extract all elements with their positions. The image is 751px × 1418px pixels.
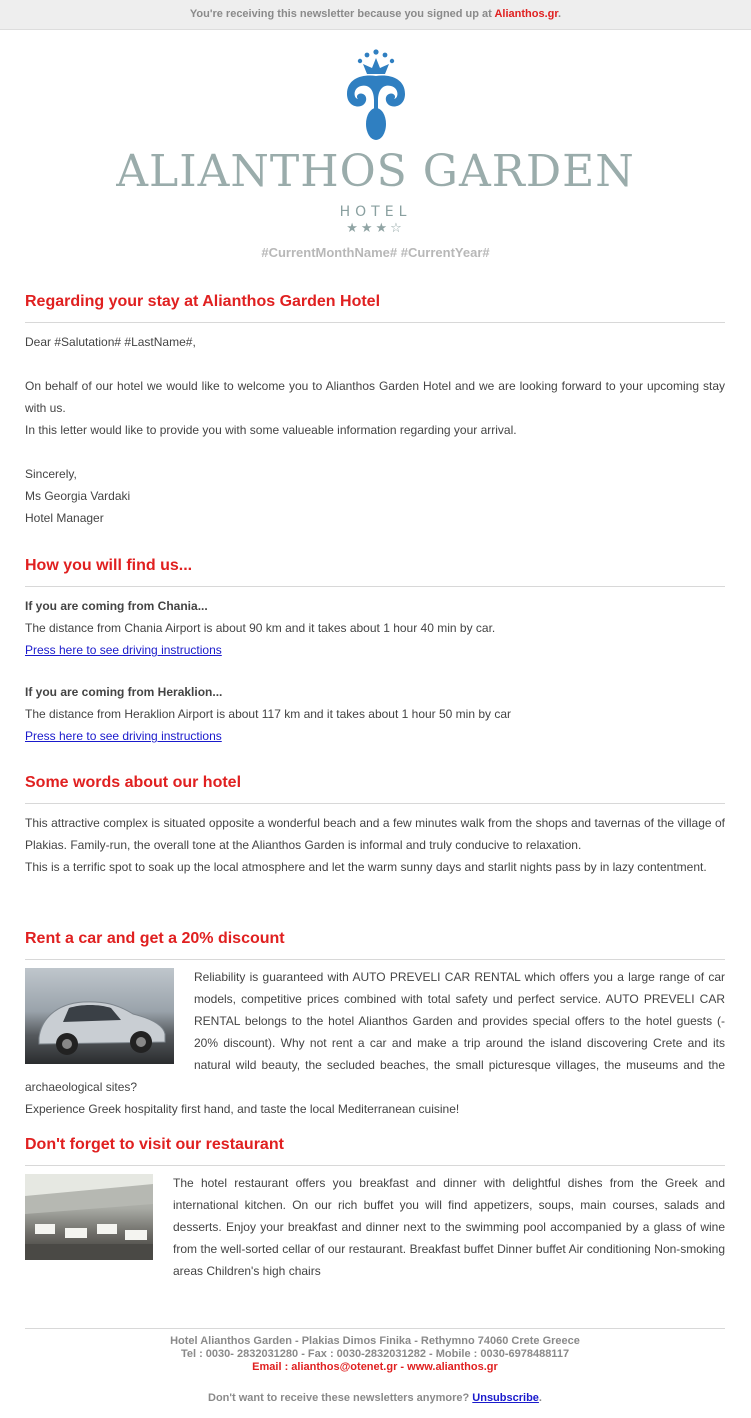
restaurant-photo [25,1174,153,1260]
signature-closing: Sincerely, [25,467,77,481]
unsubscribe-link[interactable]: Unsubscribe [472,1392,539,1404]
floral-emblem-icon [341,46,411,142]
signature-role: Hotel Manager [25,511,104,525]
section-directions-title: How you will find us... [25,557,193,574]
chania-directions-link[interactable]: Press here to see driving instructions [25,643,222,657]
footer-address: Hotel Alianthos Garden - Plakias Dimos Finika - Rethymno 74060 Crete Greece [170,1335,580,1347]
heraklion-directions-link[interactable]: Press here to see driving instructions [25,729,222,743]
heraklion-distance: The distance from Heraklion Airport is about 117 km and it takes about 1 hour 50 min by car [25,707,512,721]
greeting: Dear #Salutation# #LastName#, [25,335,196,349]
section-car-rental [25,929,725,1120]
section-directions [25,556,725,747]
section-stay [25,292,725,529]
issue-date-placeholder: #CurrentMonthName# #CurrentYear# [261,245,490,260]
section-stay-title: Regarding your stay at Alianthos Garden Hotel [25,293,381,310]
welcome-paragraph: On behalf of our hotel we would like to welcome you to Alianthos Garden Hotel and we are looking forward to your upcoming stay with us. [25,379,725,415]
section-car-title: Rent a car and get a 20% discount [25,930,285,947]
car-paragraph-1: Reliability is guaranteed with AUTO PREVELI CAR RENTAL which offers you a large range of car models, competitive prices combined with total safety und perfect service. AUTO PREVELI CAR RENTAL belongs to the hotel Alianthos Garden and provides special offers to the hotel guests (- 20% discount). Why not rent a car and make a trip around the island discovering Crete and its natural wild beauty, the secluded beaches, the small picturesque villages, the museums and the archaeological sites? [25,970,725,1094]
hotel-logo [0,46,751,142]
about-paragraph-1: This attractive complex is situated opposite a wonderful beach and a few minutes walk from the shops and tavernas of the village of Plakias. Family-run, the overall tone at the Alianthos Garden is informal and truly conducive to relaxation. [25,816,725,852]
hotel-sub-label: HOTEL [339,204,412,220]
info-paragraph: In this letter would like to provide you with some valueable information regarding your arrival. [25,423,517,437]
hotel-star-rating: ★★★☆ [346,220,405,235]
chania-heading: If you are coming from Chania... [25,599,208,613]
divider [25,586,725,587]
footer-email-web[interactable]: Email : alianthos@otenet.gr - www.alianthos.gr [252,1361,498,1373]
divider [25,322,725,323]
section-restaurant [25,1135,725,1282]
section-about-title: Some words about our hotel [25,774,242,791]
alianthos-site-link[interactable]: Alianthos.gr [494,8,559,20]
footer-phones: Tel : 0030- 2832031280 - Fax : 0030-2832031282 - Mobile : 0030-6978488117 [180,1348,570,1360]
footer-unsubscribe-line [25,1392,725,1405]
heraklion-heading: If you are coming from Heraklion... [25,685,223,699]
section-about [25,773,725,878]
notice-text: You're receiving this newsletter because you signed up at [189,8,495,20]
hotel-brand-name: ALIANTHOS GARDEN [116,146,635,197]
divider [25,959,725,960]
section-restaurant-title: Don't forget to visit our restaurant [25,1136,284,1153]
car-photo [25,968,174,1064]
divider [25,803,725,804]
notice-suffix: . [558,8,562,20]
unsubscribe-suffix: . [538,1392,542,1404]
newsletter-notice-bar [0,0,751,30]
unsubscribe-text: Don't want to receive these newsletters anymore? [208,1392,473,1404]
divider [25,1165,725,1166]
chania-distance: The distance from Chania Airport is about 90 km and it takes about 1 hour 40 min by car. [25,621,496,635]
signature-name: Ms Georgia Vardaki [25,489,131,503]
about-paragraph-2: This is a terrific spot to soak up the local atmosphere and let the warm sunny days and starlit nights pass by in lazy contentment. [25,860,707,874]
newsletter-footer [25,1328,725,1405]
car-paragraph-2: Experience Greek hospitality first hand, and taste the local Mediterranean cuisine! [25,1102,460,1116]
restaurant-paragraph: The hotel restaurant offers you breakfast and dinner with delightful dishes from the Greek and international kitchen. On our rich buffet you will find appetizers, soups, main courses, salads and desserts. Enjoy your breakfast and dinner next to the swimming pool accompanied by a glass of wine from the well-sorted cellar of our restaurant. Breakfast buffet Dinner buffet Air conditioning Non-smoking areas Children's high chairs [173,1176,725,1278]
